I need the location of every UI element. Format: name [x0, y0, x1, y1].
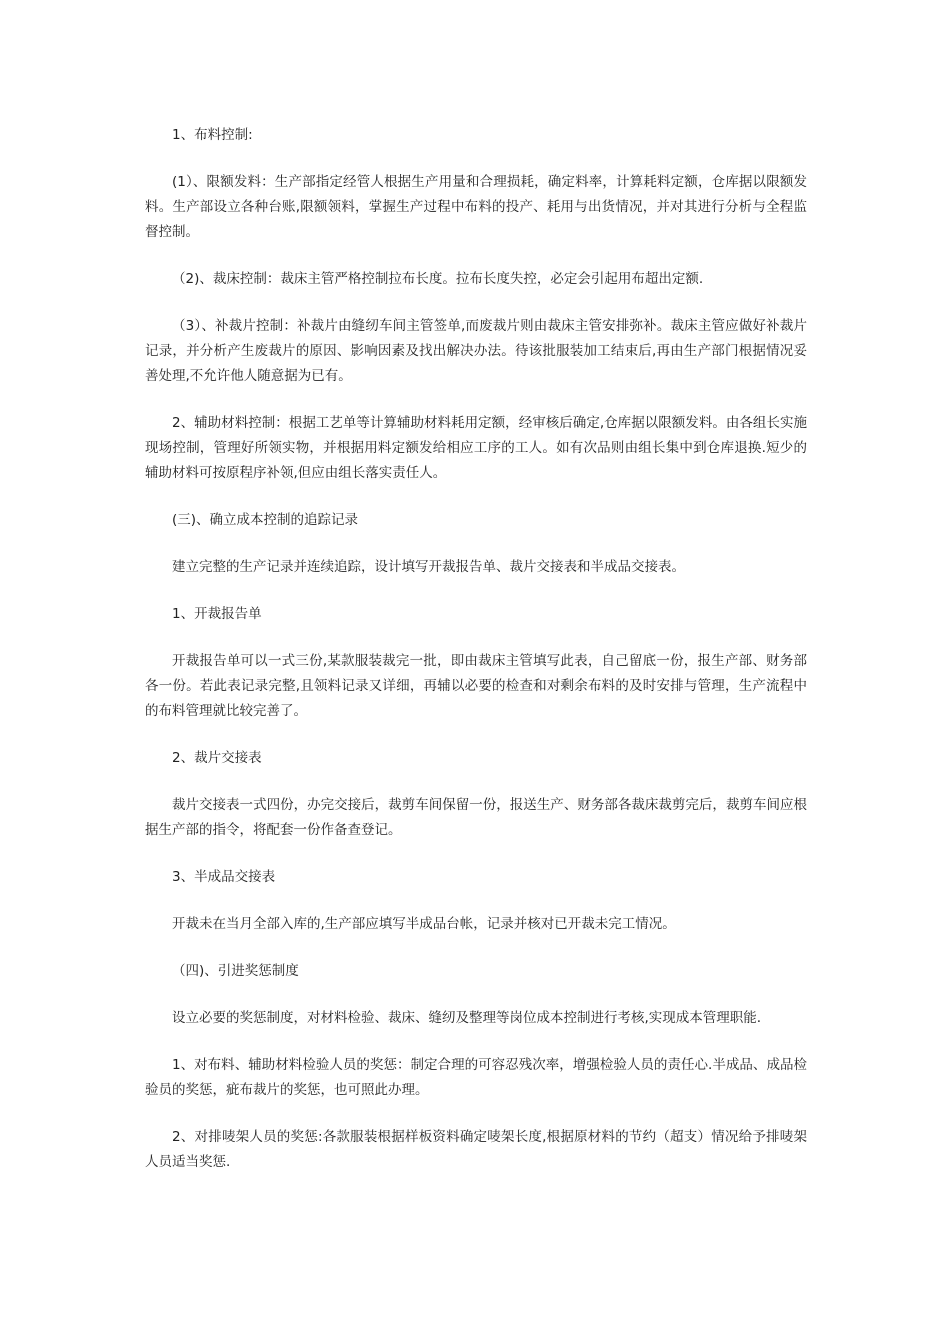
paragraph-reward-intro: 设立必要的奖惩制度，对材料检验、裁床、缝纫及整理等岗位成本控制进行考核,实现成本管理职能.	[172, 1010, 762, 1026]
paragraph-semi-finished-handover: 开裁未在当月全部入库的,生产部应填写半成品台帐，记录并核对已开裁未完工情况。	[172, 916, 676, 932]
paragraph-supplementary-cut-control: （3）、补裁片控制：补裁片由缝纫车间主管签单,而废裁片则由裁床主管安排弥补。裁床主管应做好补裁片记录，并分析产生废裁片的原因、影响因素及找出解决办法。待该批服装加工结束后,再由生产部门根据情况妥善处理,不允许他人随意据为已有。	[145, 318, 807, 384]
paragraph-auxiliary-material-control: 2、辅助材料控制：根据工艺单等计算辅助材料耗用定额，经审核后确定,仓库据以限额发料。由各组长实施现场控制，管理好所领实物，并根据用料定额发给相应工序的工人。如有次品则由组长集中到仓库退换.短少的辅助材料可按原程序补领,但应由组长落实责任人。	[145, 415, 807, 481]
section-heading-tracking-records: (三)、确立成本控制的追踪记录	[172, 512, 359, 528]
subheading-cutting-report: 1、开裁报告单	[172, 606, 262, 622]
document-body	[145, 123, 807, 1197]
paragraph-marker-rewards: 2、对排唛架人员的奖惩:各款服装根据样板资料确定唛架长度,根据原材料的节约（超支）情况给予排唛架人员适当奖惩.	[145, 1129, 807, 1170]
section-heading-reward-system: （四)、引进奖惩制度	[172, 963, 299, 979]
paragraph-cutting-report: 开裁报告单可以一式三份,某款服装裁完一批，即由裁床主管填写此表，自己留底一份，报生产部、财务部各一份。若此表记录完整,且领料记录又详细，再辅以必要的检查和对剩余布料的及时安排与管理，生产流程中的布料管理就比较完善了。	[145, 653, 807, 719]
paragraph-quota-issue: (1）、限额发料：生产部指定经管人根据生产用量和合理损耗，确定料率，计算耗料定额，仓库据以限额发料。生产部设立各种台账,限额领料，掌握生产过程中布料的投产、耗用与出货情况，并对其进行分析与全程监督控制。	[145, 174, 807, 240]
paragraph-inspector-rewards: 1、对布料、辅助材料检验人员的奖惩：制定合理的可容忍残次率，增强检验人员的责任心.半成品、成品检验员的奖惩，疵布裁片的奖惩，也可照此办理。	[145, 1057, 807, 1098]
paragraph-tracking-intro: 建立完整的生产记录并连续追踪，设计填写开裁报告单、裁片交接表和半成品交接表。	[172, 559, 685, 575]
paragraph-cut-piece-handover: 裁片交接表一式四份，办完交接后，裁剪车间保留一份，报送生产、财务部各裁床裁剪完后，裁剪车间应根据生产部的指令，将配套一份作备查登记。	[145, 797, 807, 838]
section-heading-fabric-control: 1、布料控制:	[172, 127, 253, 143]
subheading-semi-finished-handover: 3、半成品交接表	[172, 869, 276, 885]
subheading-cut-piece-handover: 2、裁片交接表	[172, 750, 262, 766]
paragraph-cutting-bed-control: （2)、裁床控制：裁床主管严格控制拉布长度。拉布长度失控，必定会引起用布超出定额.	[172, 271, 704, 287]
